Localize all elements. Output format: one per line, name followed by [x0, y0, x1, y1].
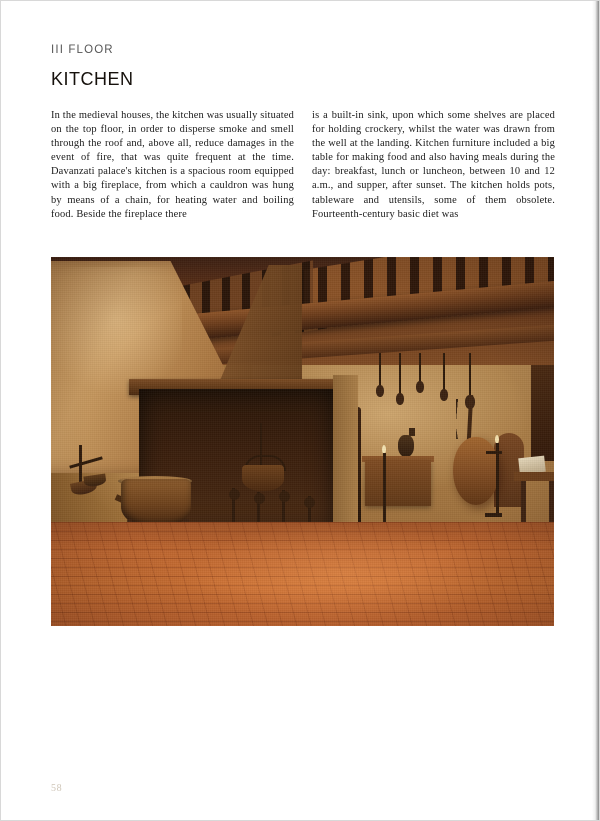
sideboard [365, 460, 431, 506]
page-title: kitchen [51, 62, 134, 91]
floor-light-pool [51, 522, 554, 626]
andiron-finial [304, 497, 315, 508]
utensil-head [440, 389, 448, 401]
terracotta-floor [51, 522, 554, 626]
kitchen-photograph [51, 257, 554, 626]
page-header [51, 45, 555, 90]
photograph-scene [51, 257, 554, 626]
wall-tool-hook [79, 445, 82, 485]
utensil-head [416, 381, 424, 393]
floor-candlestick [383, 453, 386, 527]
utensil-hanger [443, 353, 445, 391]
utensil-hanger [399, 353, 401, 395]
candlestick-arm [486, 451, 502, 454]
work-table [514, 472, 554, 481]
andiron-finial [254, 493, 265, 504]
body-columns [51, 109, 558, 222]
utensil-hanger [419, 353, 421, 383]
hearth-pier [333, 375, 358, 535]
andiron-finial [279, 491, 290, 502]
window-shutter [531, 365, 554, 461]
body-column-left: In the medieval houses, the kitchen was usually situated on the top floor, in order to disperse smoke and smell through the roof and, above all, reduce damages in the event of fire, that was quite frequent at the time. Davanzati palace's kitchen is a spacious room equipped with a big fireplace, from which a cauldron was hung by means of a chain, for heating water and boiling food. Beside the fireplace there [51, 110, 297, 220]
utensil-head [396, 393, 404, 405]
page-number: 58 [51, 783, 63, 794]
utensil-head [376, 385, 384, 397]
hanging-wall-tools [456, 399, 496, 439]
section-eyebrow: III FLOOR [51, 44, 114, 56]
hanging-cauldron [242, 465, 284, 491]
page-edge-shadow [592, 1, 599, 821]
andiron-finial [229, 489, 240, 500]
utensil-hanger [469, 353, 471, 397]
ceramic-jug [398, 435, 414, 457]
utensil-hanger [379, 353, 381, 387]
hanging-utensils [373, 353, 493, 399]
jug-neck [409, 428, 415, 436]
body-column-right: is a built-in sink, upon which some shelves are placed for holding crockery, whilst the water was drawn from the well at the landing. Kitchen furniture included a big table for making food and also having meals during the day: breakfast, lunch or luncheon, between 10 and 12 a.m., and supper, after sunset. The kitchen holds pots, tableware and utensils, some of them obsolete. Fourteenth-century basic diet was [312, 110, 558, 220]
candlestick-base [485, 513, 502, 517]
